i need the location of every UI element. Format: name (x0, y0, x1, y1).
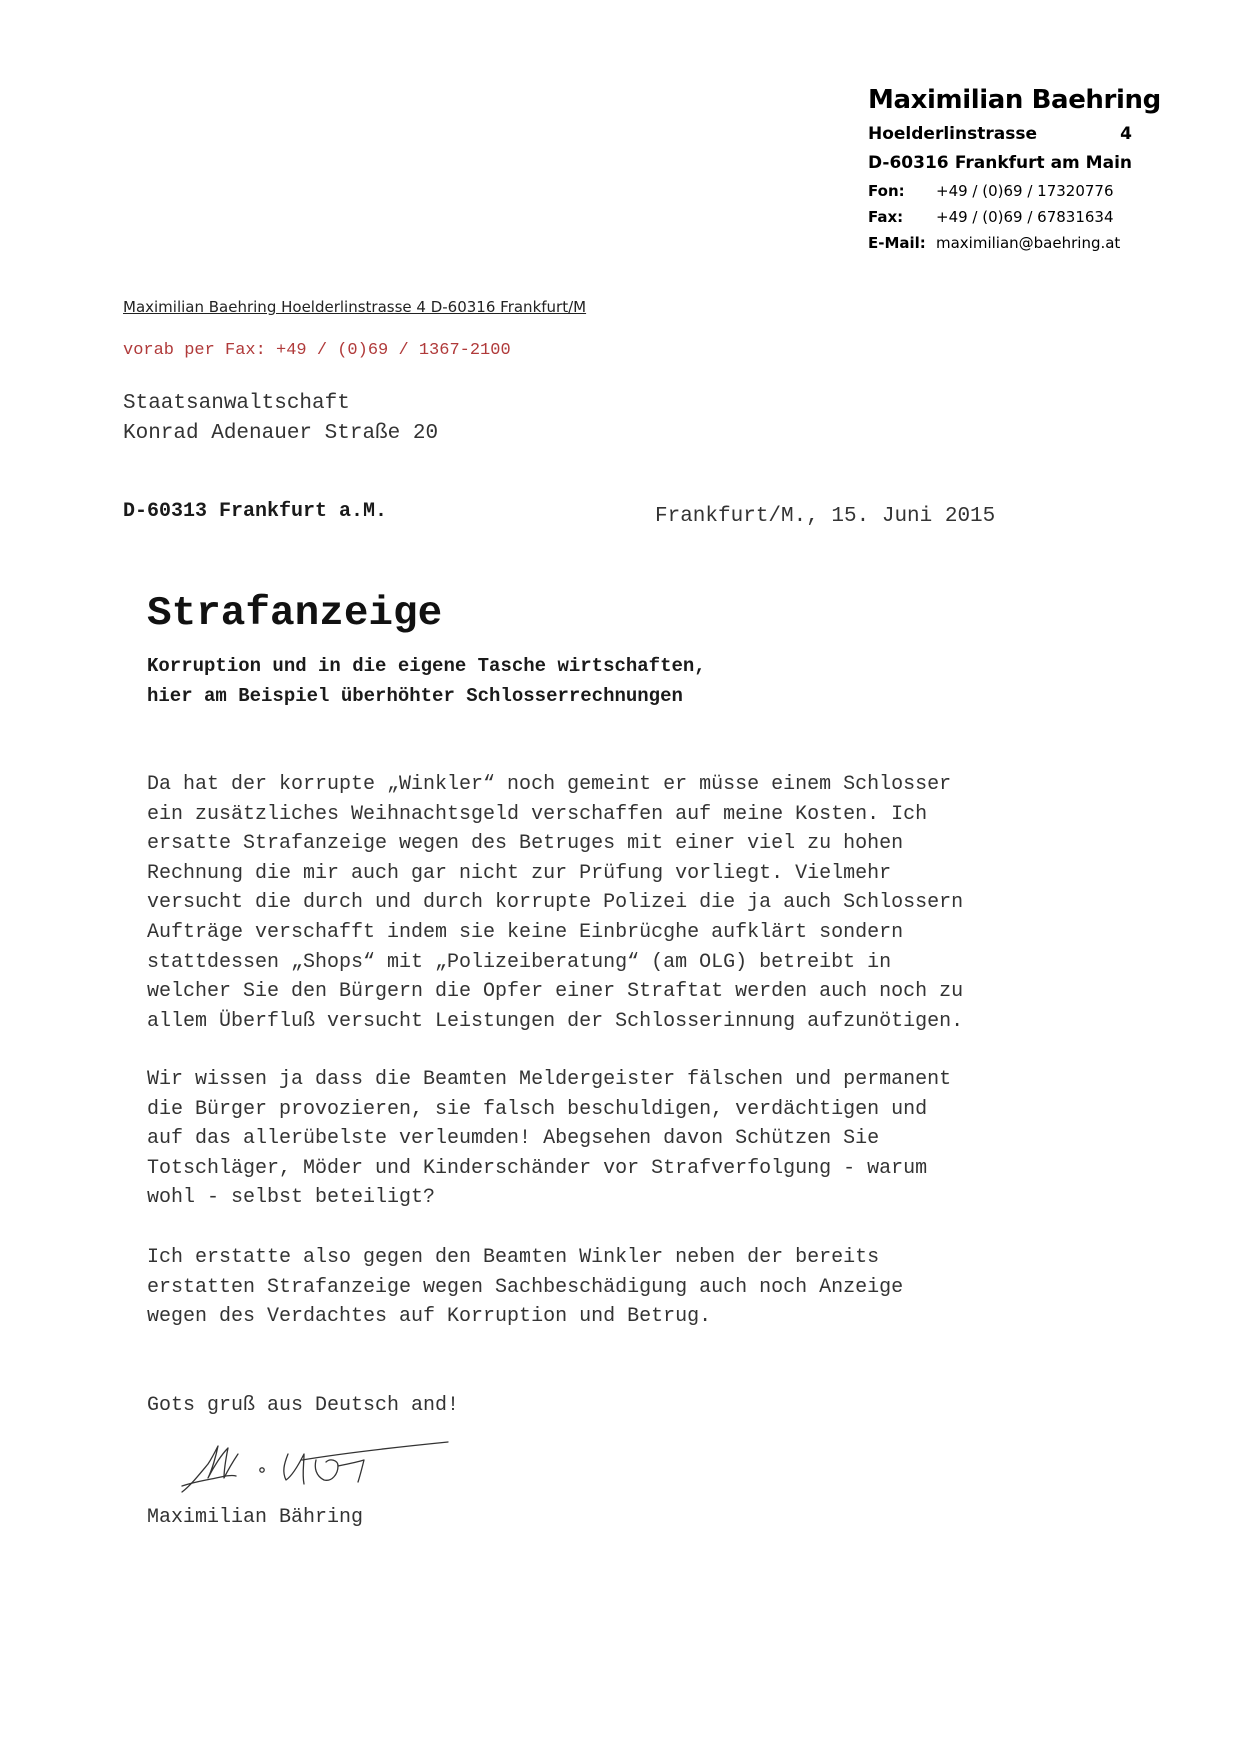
closing-greeting: Gots gruß aus Deutsch and! (147, 1394, 460, 1417)
body-paragraph-3: Ich erstatte also gegen den Beamten Winkler neben der bereits erstatten Strafanzeige wegen Sachbeschädigung auch noch Anzeige wegen des Verdachtes auf Korruption und Betrug. (147, 1246, 904, 1329)
sender-block (868, 80, 1161, 256)
signer-name: Maximilian Bähring (147, 1506, 364, 1529)
date-line: Frankfurt/M., 15. Juni 2015 (655, 505, 996, 528)
sender-phone-row (868, 178, 1132, 204)
sender-city: Frankfurt am Main (954, 153, 1132, 173)
email-value: maximilian@baehring.at (936, 234, 1121, 252)
recipient-line-2: Konrad Adenauer Straße 20 (123, 422, 439, 445)
fax-notice: vorab per Fax: +49 / (0)69 / 1367-2100 (123, 341, 511, 360)
email-label: E-Mail: (868, 234, 926, 252)
body-paragraph-2: Wir wissen ja dass die Beamten Meldergeister fälschen und permanent die Bürger provozieren, sie falsch beschuldigen, verdächtigen und auf das allerübelste verleumden! Abegsehen davon Schützen Sie Totschläger, Möder und Kinderschänder vor Strafverfolgung - warum wohl - selbst beteiligt? (147, 1068, 952, 1210)
recipient-block (123, 389, 438, 449)
return-address-line: Maximilian Baehring Hoelderlinstrasse 4 D-60316 Frankfurt/M (123, 298, 587, 316)
subtitle-line-2: hier am Beispiel überhöhter Schlosserrechnungen (147, 685, 683, 707)
sender-postal-code: D-60316 (868, 153, 949, 173)
sender-email-row (868, 230, 1132, 256)
subtitle-line-1: Korruption und in die eigene Tasche wirtschaften, (147, 655, 706, 677)
handwritten-signature (178, 1436, 458, 1500)
phone-value: +49 / (0)69 / 17320776 (936, 182, 1114, 200)
body-paragraph-1: Da hat der korrupte „Winkler“ noch gemeint er müsse einem Schlosser ein zusätzliches Weihnachtsgeld verschaffen auf meine Kosten. Ich ersatte Strafanzeige wegen des Betruges mit einer viel zu hohen Rechnung die mir auch gar nicht zur Prüfung vorliegt. Vielmehr versucht die durch und durch korrupte Polizei die ja auch Schlossern Aufträge verschafft indem sie keine Einbrücghe aufklärt sondern stattdessen „Shops“ mit „Polizeiberatung“ (am OLG) betreibt in welcher Sie den Bürgern die Opfer einer Straftat werden auch noch zu allem Überfluß versucht Leistungen der Schlosserinnung aufzunötigen. (147, 773, 964, 1033)
sender-house-number: 4 (1120, 124, 1132, 144)
document-subtitle (147, 651, 706, 711)
recipient-city: D-60313 Frankfurt a.M. (123, 500, 388, 523)
sender-street-line (868, 120, 1132, 149)
sender-name: Maximilian Baehring (868, 85, 1161, 115)
sender-street: Hoelderlinstrasse (868, 124, 1037, 144)
recipient-line-1: Staatsanwaltschaft (123, 392, 350, 415)
sender-fax-row (868, 204, 1132, 230)
sender-city-line (868, 149, 1132, 178)
phone-label: Fon: (868, 182, 905, 200)
fax-value: +49 / (0)69 / 67831634 (936, 208, 1114, 226)
document-title: Strafanzeige (147, 591, 443, 637)
fax-label: Fax: (868, 208, 904, 226)
